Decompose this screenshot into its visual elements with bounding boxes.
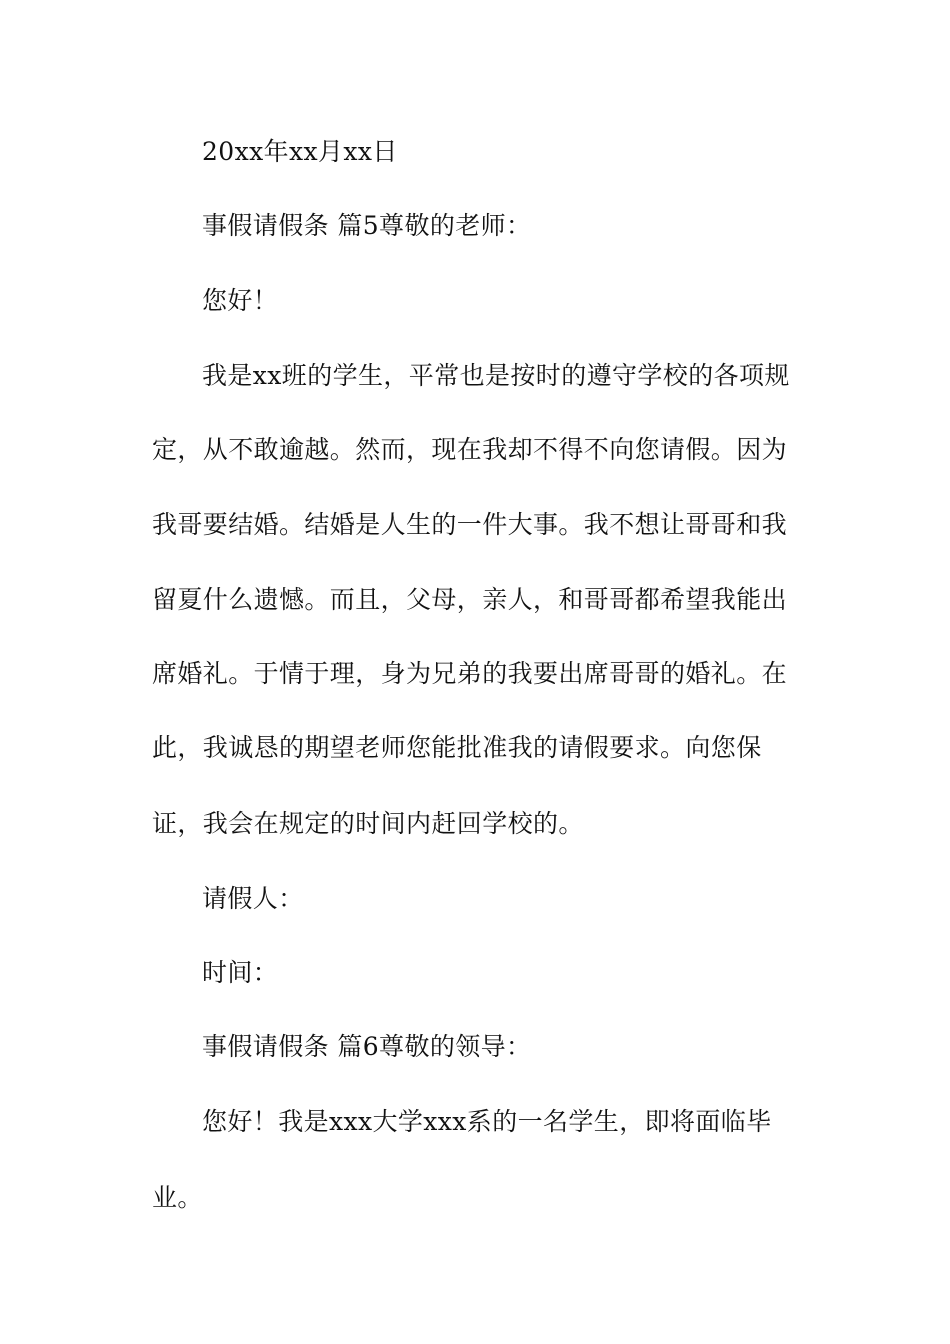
greeting-line: 您好！ (202, 286, 279, 315)
paragraph-line: 业。 (152, 1183, 203, 1212)
paragraph-line: 您好！我是xxx大学xxx系的一名学生，即将面临毕 (202, 1107, 772, 1136)
section-heading-6: 事假请假条 篇6尊敬的领导： (202, 1032, 532, 1061)
paragraph-line: 证，我会在规定的时间内赶回学校的。 (152, 809, 584, 838)
paragraph-line: 我是xx班的学生，平常也是按时的遵守学校的各项规 (202, 361, 790, 390)
paragraph-line: 留夏什么遗憾。而且，父母，亲人，和哥哥都希望我能出 (152, 585, 788, 614)
paragraph-line: 席婚礼。于情于理，身为兄弟的我要出席哥哥的婚礼。在 (152, 659, 788, 688)
applicant-label: 请假人： (202, 884, 304, 913)
time-label: 时间： (202, 958, 279, 987)
paragraph-line: 我哥要结婚。结婚是人生的一件大事。我不想让哥哥和我 (152, 510, 788, 539)
section-heading-5: 事假请假条 篇5尊敬的老师： (202, 211, 532, 240)
paragraph-line: 此，我诚恳的期望老师您能批准我的请假要求。向您保 (152, 733, 762, 762)
date-line: 20xx年xx月xx日 (202, 137, 398, 166)
paragraph-line: 定，从不敢逾越。然而，现在我却不得不向您请假。因为 (152, 435, 788, 464)
